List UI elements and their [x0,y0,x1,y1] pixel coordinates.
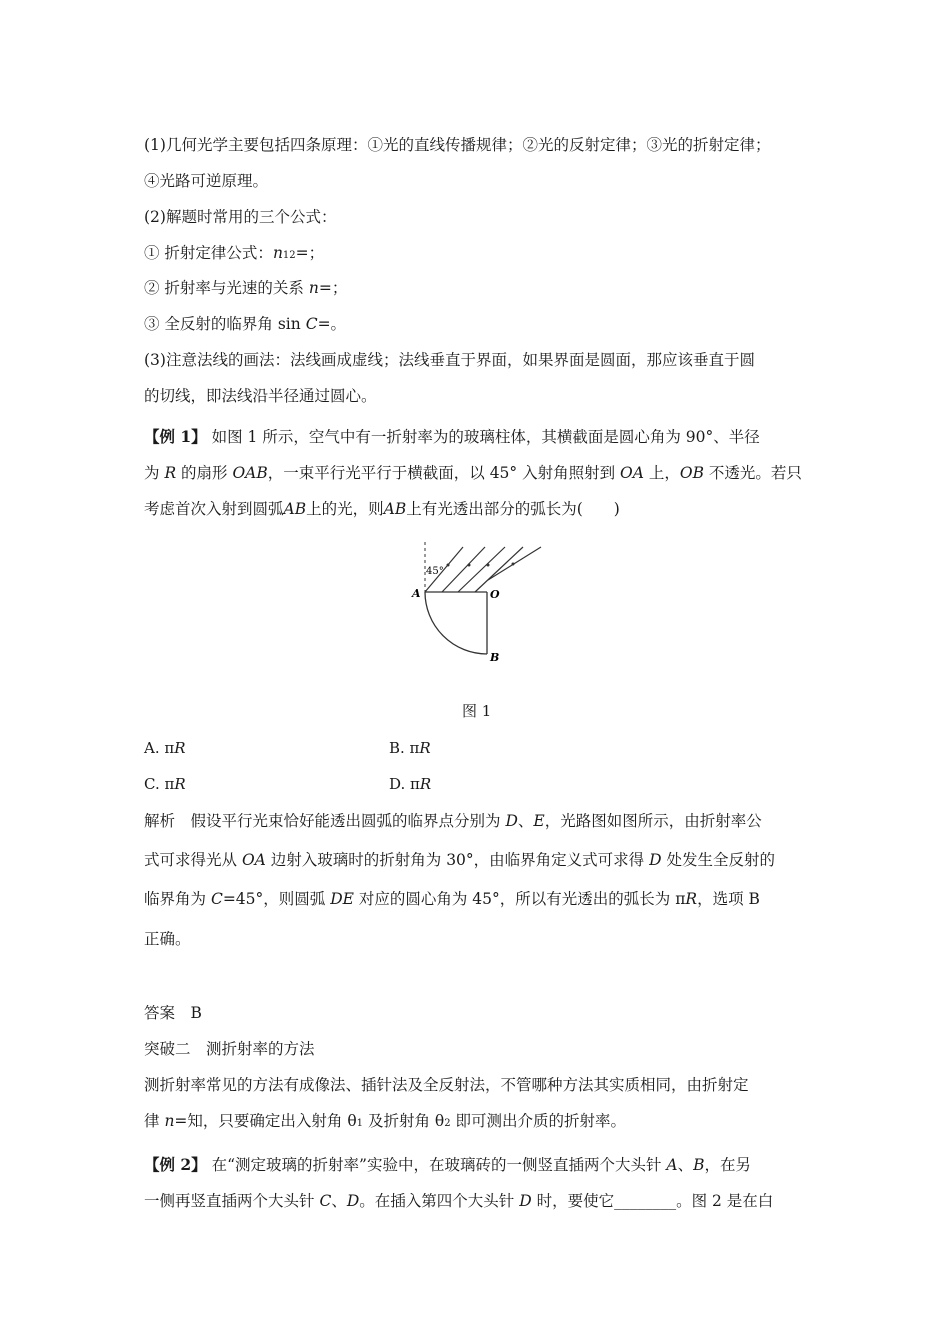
answer-line: 答案 B [144,1004,202,1022]
example2-line-2: 一侧再竖直插两个大头针 C、D。在插入第四个大头针 D 时，要使它________。图 2 是在白 [144,1192,774,1210]
ray-arrow-dot-1 [447,564,450,567]
ray-arrow-dot-3 [487,564,490,567]
formulas-heading: (2)解题时常用的三个公式： [144,208,337,226]
principles-line-1: (1)几何光学主要包括四条原理：①光的直线传播规律；②光的反射定律；③光的折射定律； [144,136,771,154]
option-A: A. πR [144,739,186,757]
figure-1-caption: 图 1 [462,702,492,720]
ray-arrow-dot-4 [512,563,515,566]
formula-1: ① 折射定律公式：n12=； [144,244,325,262]
point-B-label: B [490,651,500,664]
section2-line-2: 律 n=知，只要确定出入射角 θ1 及折射角 θ2 即可测出介质的折射率。 [144,1112,627,1130]
analysis-line-1: 解析 假设平行光束恰好能透出圆弧的临界点分别为 D、E，光路图如图所示，由折射率公 [144,812,762,830]
analysis-line-2: 式可求得光从 OA 边射入玻璃时的折射角为 30°，由临界角定义式可求得 D 处发生全反射的 [144,851,775,869]
option-B: B. πR [389,739,431,757]
section2-title: 突破二 测折射率的方法 [144,1040,315,1058]
point-A-label: A [412,587,421,600]
figure-1-diagram [395,537,555,667]
light-ray-5 [488,547,541,580]
section2-line-1: 测折射率常见的方法有成像法、插针法及全反射法，不管哪种方法其实质相同，由折射定 [144,1076,749,1094]
analysis-line-4: 正确。 [144,930,191,948]
example1-line-2: 为 R 的扇形 OAB，一束平行光平行于横截面，以 45° 入射角照射到 OA 上，OB 不透光。若只 [144,464,802,482]
analysis-line-3: 临界角为 C=45°，则圆弧 DE 对应的圆心角为 45°，所以有光透出的弧长为 πR，选项 B [144,890,760,908]
example2-line-1: 【例 2】 在“测定玻璃的折射率”实验中，在玻璃砖的一侧竖直插两个大头针 A、B，在另 [144,1155,752,1174]
normal-line-note-1: (3)注意法线的画法：法线画成虚线；法线垂直于界面，如果界面是圆面，那应该垂直于圆 [144,351,755,369]
normal-line-note-2: 的切线，即法线沿半径通过圆心。 [144,387,377,405]
option-C: C. πR [144,775,186,793]
arc-AB [425,592,487,654]
formula-2: ② 折射率与光速的关系 n=； [144,279,348,297]
ray-arrow-dot-2 [468,564,471,567]
sector-diagram [395,537,555,667]
example1-line-3: 考虑首次入射到圆弧AB上的光，则AB上有光透出部分的弧长为( ) [144,500,620,518]
option-D: D. πR [389,775,432,793]
principles-line-2: ④光路可逆原理。 [144,172,269,190]
formula-3: ③ 全反射的临界角 sin C=。 [144,315,347,333]
example1-line-1: 【例 1】 如图 1 所示，空气中有一折射率为的玻璃柱体，其横截面是圆心角为 90°、半径 [144,427,760,446]
point-O-label: O [490,588,500,601]
light-ray-2 [442,547,485,592]
angle-label: 45° [426,566,444,577]
